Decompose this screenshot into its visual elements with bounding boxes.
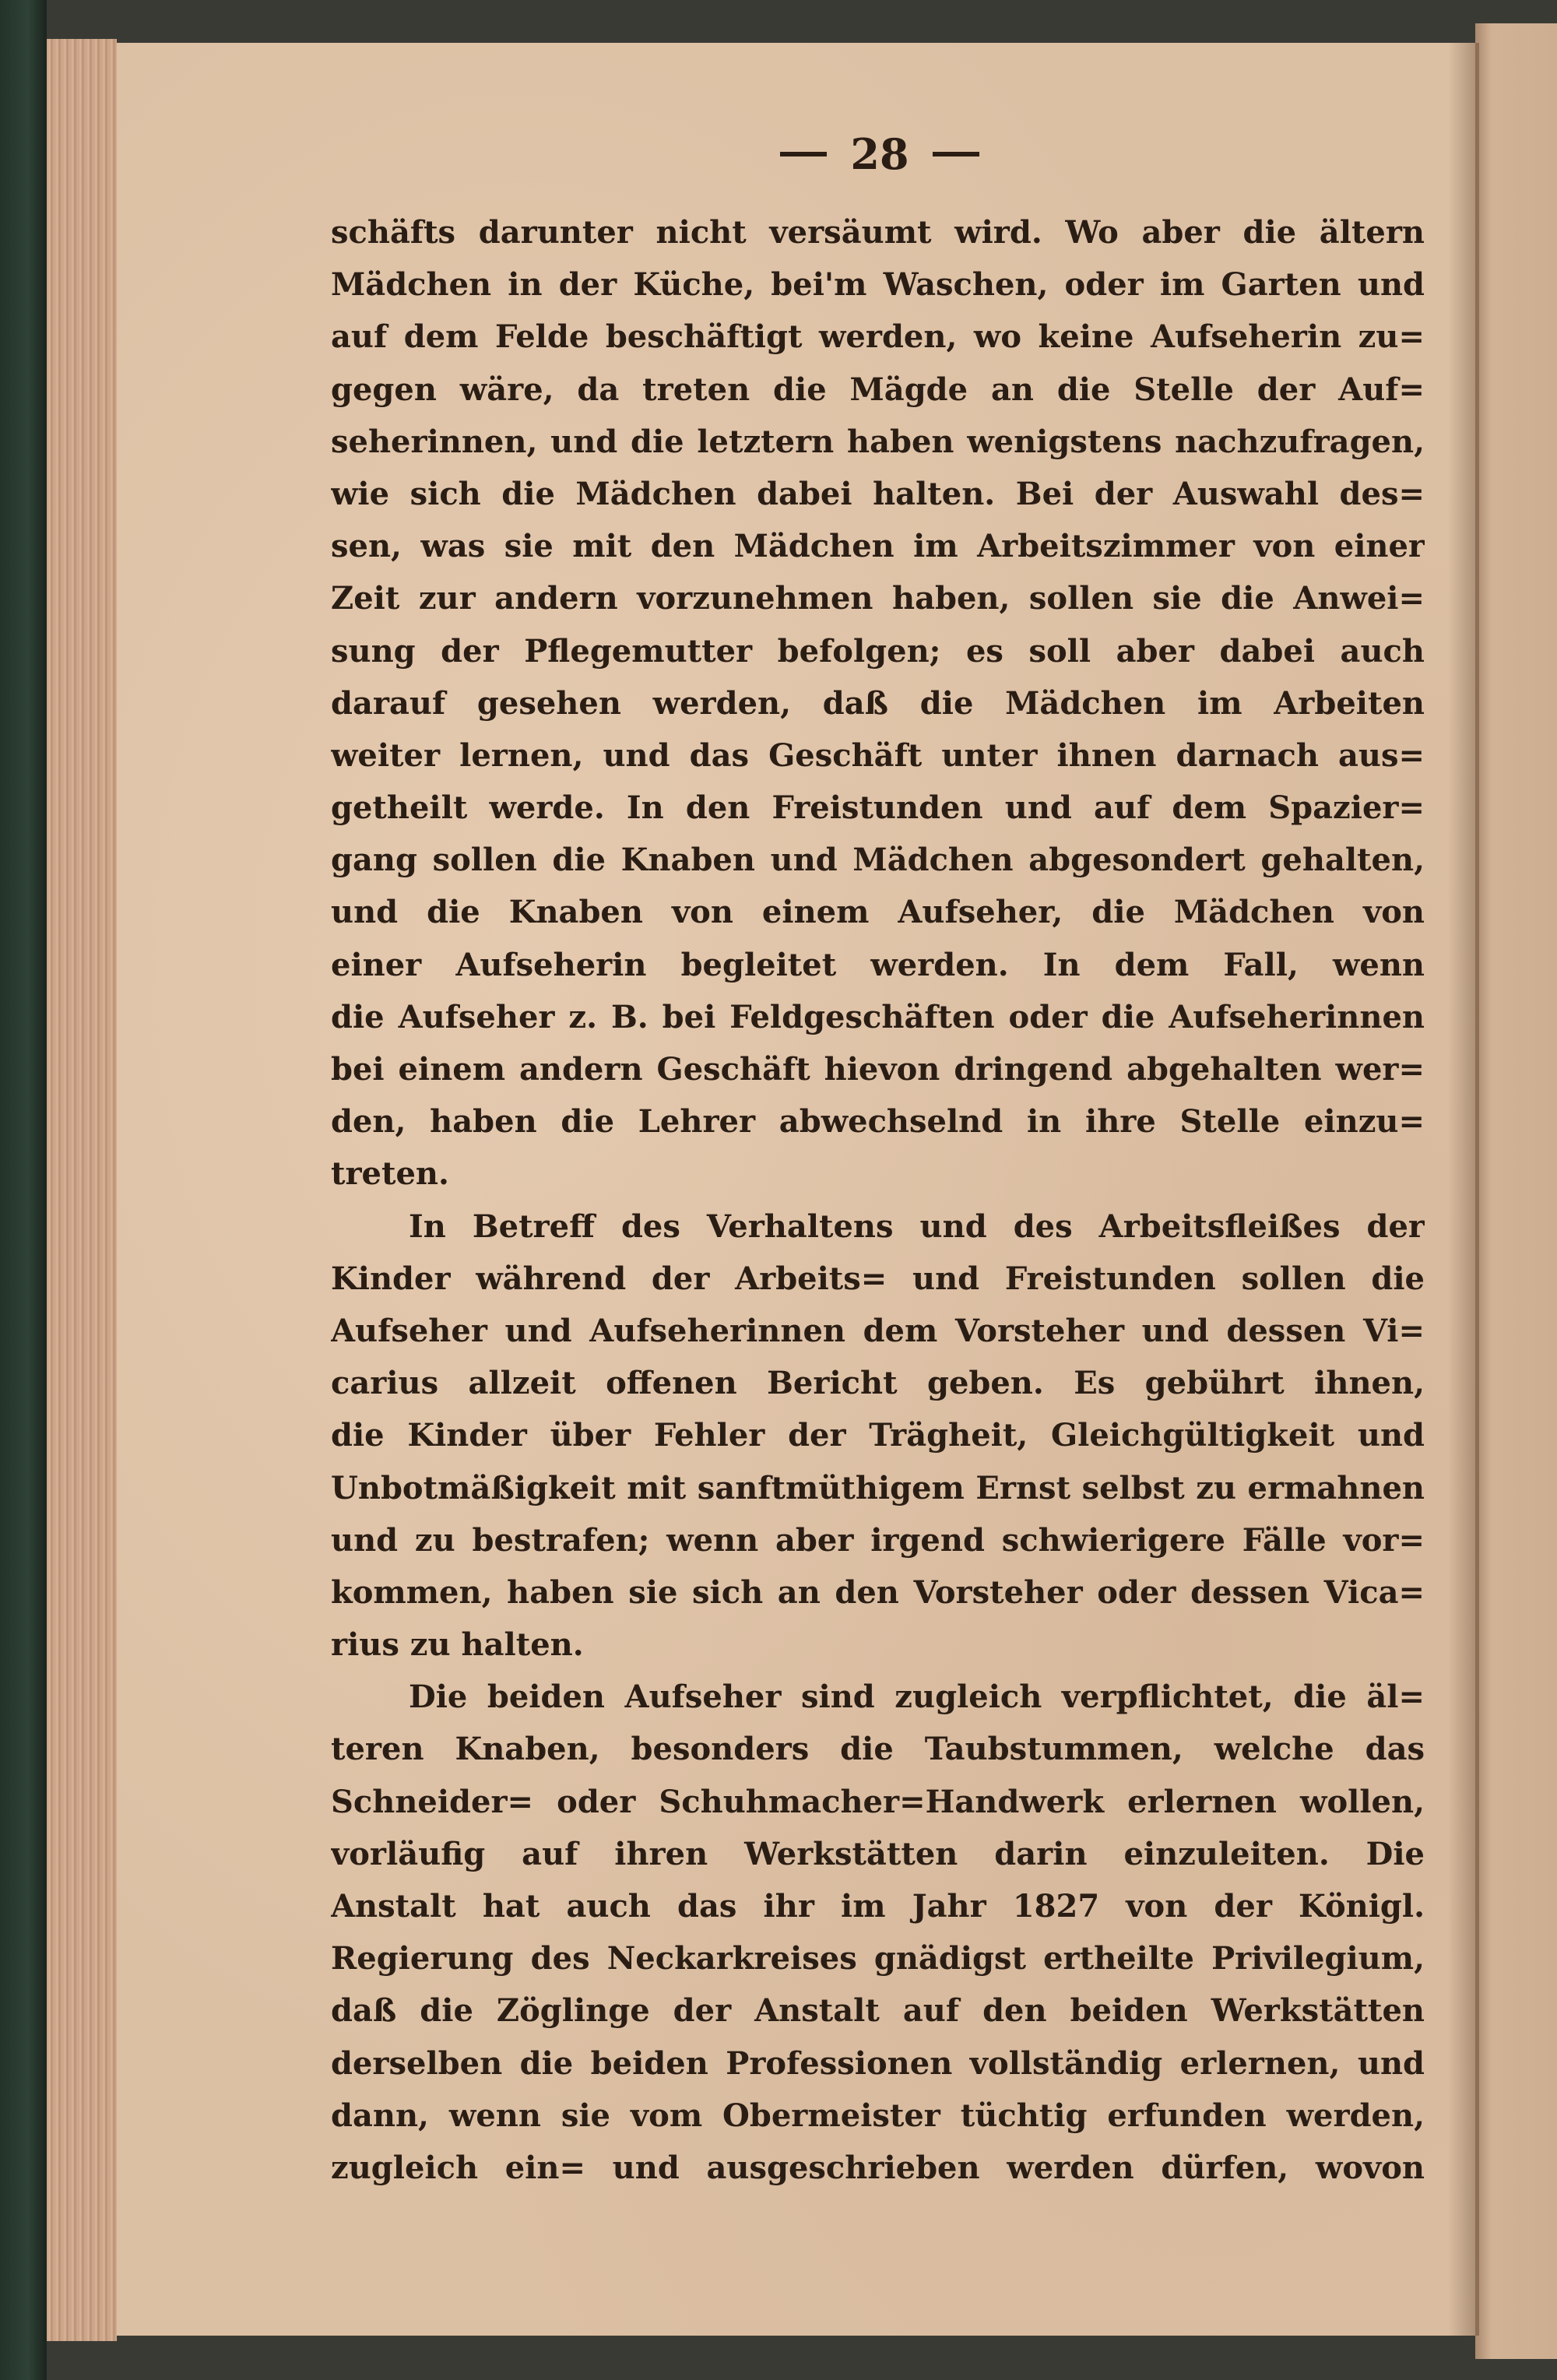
page-stack-edges (47, 39, 117, 2341)
text-line: Zeit zur andern vorzunehmen haben, sollen sie die Anwei= (331, 580, 1425, 617)
facing-page-edge (1475, 23, 1557, 2359)
text-line: seherinnen, und die letztern haben wenigstens nachzufragen, (331, 423, 1425, 460)
text-line: dann, wenn sie vom Obermeister tüchtig erfunden werden, (331, 2097, 1425, 2134)
header-dash-left (780, 152, 827, 156)
text-line: Mädchen in der Küche, bei'm Waschen, oder im Garten und (331, 266, 1425, 304)
text-line: die Aufseher z. B. bei Feldgeschäften oder die Aufseherinnen (331, 998, 1425, 1035)
text-line: sung der Pflegemutter befolgen; es soll aber dabei auch (331, 632, 1425, 670)
book-cover-edge (0, 0, 47, 2380)
text-line: Unbotmäßigkeit mit sanftmüthigem Ernst selbst zu ermahnen (331, 1469, 1425, 1506)
text-line: daß die Zöglinge der Anstalt auf den beiden Werkstätten (331, 1992, 1425, 2030)
text-line: schäfts darunter nicht versäumt wird. Wo aber die ältern (331, 214, 1425, 251)
body-text (331, 206, 1425, 2194)
text-line: den, haben die Lehrer abwechselnd in ihre Stelle einzu= (331, 1103, 1425, 1141)
text-line: wie sich die Mädchen dabei halten. Bei der Auswahl des= (331, 475, 1425, 512)
text-line: zugleich ein= und ausgeschrieben werden dürfen, wovon (331, 2149, 1425, 2186)
header-dash-right (933, 152, 979, 156)
text-line: vorläufig auf ihren Werkstätten darin einzuleiten. Die (331, 1835, 1425, 1872)
text-line: sen, was sie mit den Mädchen im Arbeitszimmer von einer (331, 528, 1425, 565)
text-line: Kinder während der Arbeits= und Freistunden sollen die (331, 1260, 1425, 1297)
text-line: derselben die beiden Professionen vollständig erlernen, und (331, 2044, 1425, 2082)
text-line: gang sollen die Knaben und Mädchen abgesondert gehalten, (331, 842, 1425, 879)
text-line: Schneider= oder Schuhmacher=Handwerk erlernen wollen, (331, 1783, 1425, 1820)
text-line: Aufseher und Aufseherinnen dem Vorsteher und dessen Vi= (331, 1312, 1425, 1349)
text-line: getheilt werde. In den Freistunden und auf dem Spazier= (331, 789, 1425, 827)
text-line: teren Knaben, besonders die Taubstummen, welche das (331, 1731, 1425, 1768)
text-line: rius zu halten. (331, 1626, 584, 1664)
text-line: Anstalt hat auch das ihr im Jahr 1827 von der Königl. (331, 1888, 1425, 1925)
text-line: die Kinder über Fehler der Trägheit, Gleichgültigkeit und (331, 1417, 1425, 1454)
text-line: In Betreff des Verhaltens und des Arbeitsfleißes der (409, 1208, 1425, 1245)
gutter-shadow (1448, 43, 1479, 2336)
text-line: und die Knaben von einem Aufseher, die Mädchen von (331, 894, 1425, 931)
text-line: Regierung des Neckarkreises gnädigst ertheilte Privilegium, (331, 1940, 1425, 1977)
text-line: kommen, haben sie sich an den Vorsteher oder dessen Vica= (331, 1573, 1425, 1611)
text-line: bei einem andern Geschäft hievon dringend abgehalten wer= (331, 1051, 1425, 1088)
text-line: carius allzeit offenen Bericht geben. Es gebührt ihnen, (331, 1365, 1425, 1402)
text-line: und zu bestrafen; wenn aber irgend schwierigere Fälle vor= (331, 1521, 1425, 1559)
text-line: treten. (331, 1155, 449, 1193)
text-line: auf dem Felde beschäftigt werden, wo keine Aufseherin zu= (331, 318, 1425, 356)
text-line: darauf gesehen werden, daß die Mädchen im Arbeiten (331, 684, 1425, 722)
text-line: gegen wäre, da treten die Mägde an die Stelle der Auf= (331, 371, 1425, 408)
text-line: Die beiden Aufseher sind zugleich verpflichtet, die äl= (409, 1679, 1425, 1716)
text-line: einer Aufseherin begleitet werden. In dem Fall, wenn (331, 946, 1425, 983)
page-header (747, 123, 1012, 185)
text-line: weiter lernen, und das Geschäft unter ihnen darnach aus= (331, 736, 1425, 774)
page-number: 28 (850, 129, 909, 179)
